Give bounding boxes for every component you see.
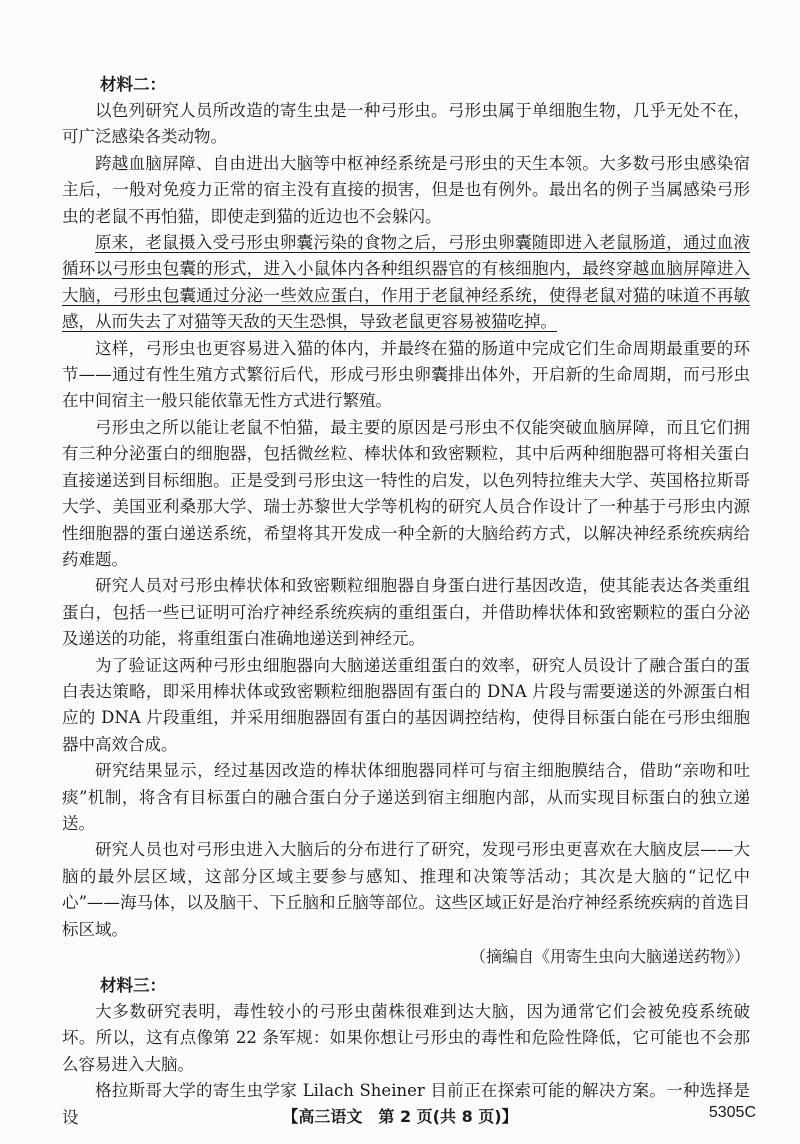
- paragraph: 这样，弓形虫也更容易进入猫的体内，并最终在猫的肠道中完成它们生命周期最重要的环节——通过有性生殖方式繁衍后代，形成弓形虫卵囊排出体外，开启新的生命周期，而弓形虫在中间宿主一般只能依靠无性方式进行繁殖。: [62, 338, 750, 411]
- paragraph: 格拉斯哥大学的寄生虫学家 Lilach Sheiner 目前正在探索可能的解决方案。一种选择是设: [62, 1081, 750, 1127]
- paragraph: 研究人员也对弓形虫进入大脑后的分布进行了研究，发现弓形虫更喜欢在大脑皮层——大脑的最外层区域，这部分区域主要参与感知、推理和决策等活动；其次是大脑的“记忆中心”——海马体，以及脑干、下丘脑和丘脑等部位。这些区域正好是治疗神经系统疾病的首选目标区域。: [62, 840, 750, 939]
- paragraph: 研究结果显示，经过基因改造的棒状体细胞器同样可与宿主细胞膜结合，借助“亲吻和吐痰”机制，将含有目标蛋白的融合蛋白分子递送到宿主细胞内部，从而实现目标蛋白的独立递送。: [62, 761, 750, 833]
- paragraph: 跨越血脑屏障、自由进出大脑等中枢神经系统是弓形虫的天生本领。大多数弓形虫感染宿主后，一般对免疫力正常的宿主没有直接的损害，但是也有例外。最出名的例子当属感染弓形虫的老鼠不再怕猫，即使走到猫的近边也不会躲闪。: [62, 153, 750, 226]
- source-citation: （摘编自《用寄生虫向大脑递送药物》）: [469, 947, 750, 966]
- document-body: [62, 72, 750, 1131]
- page-footer: [0, 1104, 800, 1128]
- paragraph: 弓形虫之所以能让老鼠不怕猫，最主要的原因是弓形虫不仅能突破血脑屏障，而且它们拥有三种分泌蛋白的细胞器，包括微丝粒、棒状体和致密颗粒，其中后两种细胞器可将相关蛋白直接递送到目标细胞。正是受到弓形虫这一特性的启发，以色列特拉维夫大学、英国格拉斯哥大学、美国亚利桑那大学、瑞士苏黎世大学等机构的研究人员合作设计了一种基于弓形虫内源性细胞器的蛋白递送系统，希望将其开发成一种全新的大脑给药方式，以解决神经系统疾病给药难题。: [62, 417, 750, 569]
- underlined-paragraph: [62, 230, 750, 336]
- section3-heading: 材料三：: [100, 976, 166, 995]
- footer-exam-code: 5305C: [708, 1104, 756, 1121]
- paragraph: 大多数研究表明，毒性较小的弓形虫菌株很难到达大脑，因为通常它们会被免疫系统破坏。所以，这有点像第 22 条军规：如果你想让弓形虫的毒性和危险性降低，它可能也不会那么容易进入大脑。: [62, 1002, 750, 1074]
- paragraph: 研究人员对弓形虫棒状体和致密颗粒细胞器自身蛋白进行基因改造，使其能表达各类重组蛋白，包括一些已证明可治疗神经系统疾病的重组蛋白，并借助棒状体和致密颗粒的蛋白分泌及递送的功能，将重组蛋白准确地递送到神经元。: [62, 576, 750, 649]
- footer-page-label: 【高三语文 第 2 页(共 8 页)】: [282, 1107, 518, 1126]
- paragraph: 以色列研究人员所改造的寄生虫是一种弓形虫。弓形虫属于单细胞生物，几乎无处不在，可广泛感染各类动物。: [62, 101, 750, 147]
- underlined-text: 原来，老鼠摄入受弓形虫卵囊污染的食物之后，弓形虫卵囊随即进入老鼠肠道，通过血液循环以弓形虫包囊的形式，进入小鼠体内各种组织器官的有核细胞内，最终穿越血脑屏障进入大脑，弓形虫包囊通过分泌一些效应蛋白，作用于老鼠神经系统，使得老鼠对猫的味道不再敏感，从而失去了对猫等天敌的天生恐惧，导致老鼠更容易被猫吃掉。: [62, 233, 750, 332]
- paragraph: 为了验证这两种弓形虫细胞器向大脑递送重组蛋白的效率，研究人员设计了融合蛋白的蛋白表达策略，即采用棒状体或致密颗粒细胞器固有蛋白的 DNA 片段与需要递送的外源蛋白相应的 DNA 片段重组，并采用细胞器固有蛋白的基因调控结构，使得目标蛋白能在弓形虫细胞器中高效合成。: [62, 655, 750, 754]
- section2-heading: 材料二：: [100, 75, 166, 94]
